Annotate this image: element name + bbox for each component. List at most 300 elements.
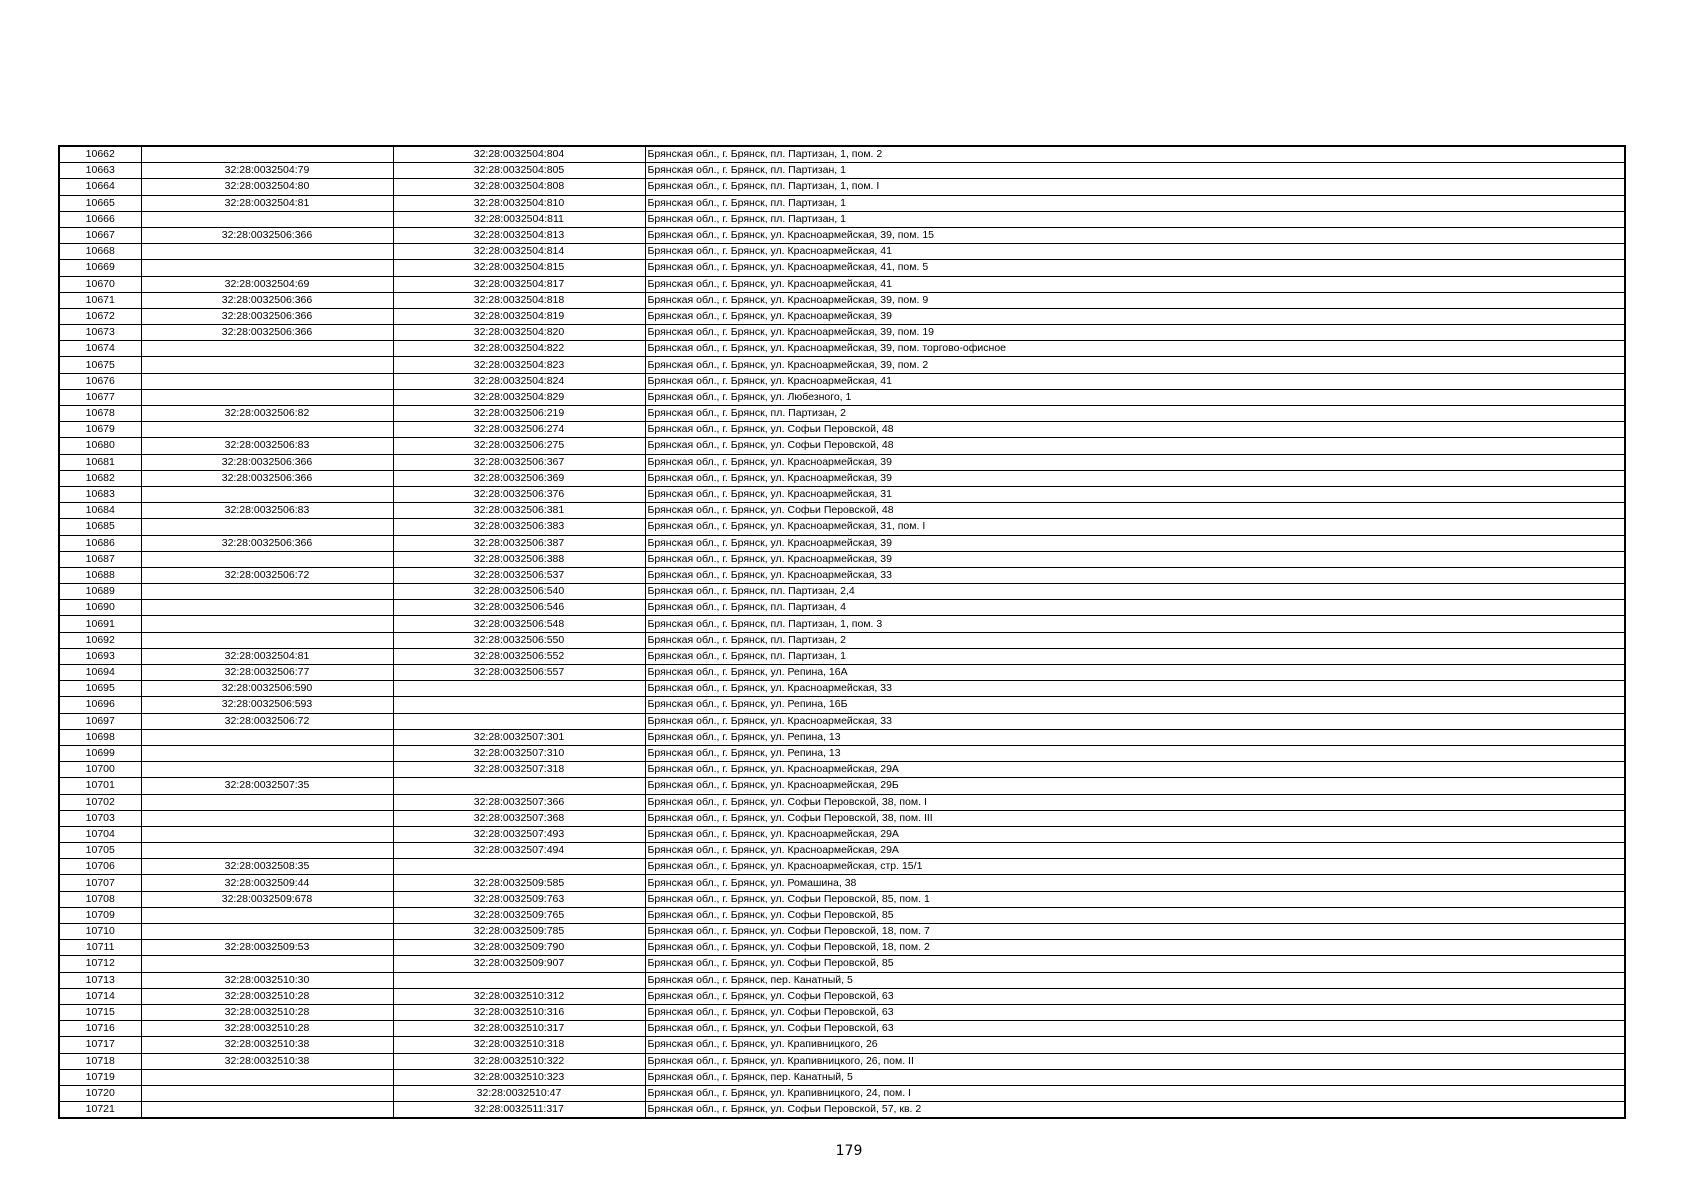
table-row xyxy=(59,470,1625,486)
previous-number-cell: 32:28:0032506:366 xyxy=(141,227,393,243)
address-cell: Брянская обл., г. Брянск, ул. Красноармейская, 39, пом. 19 xyxy=(645,325,1625,341)
table-row xyxy=(59,778,1625,794)
row-number-cell: 10679 xyxy=(59,422,141,438)
previous-number-cell: 32:28:0032506:366 xyxy=(141,470,393,486)
table-row xyxy=(59,308,1625,324)
row-number-cell: 10681 xyxy=(59,454,141,470)
row-number-cell: 10708 xyxy=(59,891,141,907)
address-cell: Брянская обл., г. Брянск, ул. Софьи Перовской, 38, пом. III xyxy=(645,810,1625,826)
previous-number-cell: 32:28:0032510:28 xyxy=(141,988,393,1004)
cadastral-number-cell: 32:28:0032506:557 xyxy=(393,665,645,681)
cadastral-number-cell: 32:28:0032509:765 xyxy=(393,907,645,923)
previous-number-cell: 32:28:0032509:678 xyxy=(141,891,393,907)
table-row xyxy=(59,179,1625,195)
previous-number-cell xyxy=(141,244,393,260)
row-number-cell: 10669 xyxy=(59,260,141,276)
row-number-cell: 10684 xyxy=(59,503,141,519)
previous-number-cell: 32:28:0032506:366 xyxy=(141,308,393,324)
cadastral-number-cell: 32:28:0032506:546 xyxy=(393,600,645,616)
cadastral-number-cell: 32:28:0032504:804 xyxy=(393,146,645,163)
row-number-cell: 10703 xyxy=(59,810,141,826)
address-cell: Брянская обл., г. Брянск, ул. Красноармейская, 29Б xyxy=(645,778,1625,794)
address-cell: Брянская обл., г. Брянск, пер. Канатный, 5 xyxy=(645,1069,1625,1085)
cadastral-number-cell: 32:28:0032506:388 xyxy=(393,551,645,567)
previous-number-cell: 32:28:0032506:82 xyxy=(141,406,393,422)
previous-number-cell xyxy=(141,341,393,357)
row-number-cell: 10704 xyxy=(59,826,141,842)
address-cell: Брянская обл., г. Брянск, пл. Партизан, 1, пом. 2 xyxy=(645,146,1625,163)
table-row xyxy=(59,438,1625,454)
table-row xyxy=(59,972,1625,988)
table-row xyxy=(59,632,1625,648)
previous-number-cell: 32:28:0032506:366 xyxy=(141,454,393,470)
table-row xyxy=(59,163,1625,179)
address-cell: Брянская обл., г. Брянск, ул. Красноармейская, 41, пом. 5 xyxy=(645,260,1625,276)
row-number-cell: 10717 xyxy=(59,1037,141,1053)
cadastral-number-cell: 32:28:0032510:47 xyxy=(393,1085,645,1101)
cadastral-number-cell: 32:28:0032504:819 xyxy=(393,308,645,324)
table-row xyxy=(59,454,1625,470)
previous-number-cell: 32:28:0032506:72 xyxy=(141,567,393,583)
address-cell: Брянская обл., г. Брянск, ул. Репина, 13 xyxy=(645,729,1625,745)
previous-number-cell xyxy=(141,729,393,745)
address-cell: Брянская обл., г. Брянск, ул. Красноармейская, 41 xyxy=(645,244,1625,260)
row-number-cell: 10665 xyxy=(59,195,141,211)
address-cell: Брянская обл., г. Брянск, ул. Красноармейская, 33 xyxy=(645,713,1625,729)
cadastral-number-cell: 32:28:0032504:814 xyxy=(393,244,645,260)
row-number-cell: 10666 xyxy=(59,211,141,227)
address-cell: Брянская обл., г. Брянск, ул. Репина, 16Б xyxy=(645,697,1625,713)
address-cell: Брянская обл., г. Брянск, ул. Софьи Перовской, 57, кв. 2 xyxy=(645,1102,1625,1119)
cadastral-number-cell: 32:28:0032507:494 xyxy=(393,843,645,859)
address-cell: Брянская обл., г. Брянск, ул. Красноармейская, 39 xyxy=(645,308,1625,324)
cadastral-number-cell: 32:28:0032504:823 xyxy=(393,357,645,373)
address-cell: Брянская обл., г. Брянск, ул. Красноармейская, 41 xyxy=(645,373,1625,389)
previous-number-cell: 32:28:0032510:38 xyxy=(141,1037,393,1053)
row-number-cell: 10689 xyxy=(59,584,141,600)
previous-number-cell: 32:28:0032506:83 xyxy=(141,438,393,454)
table-row xyxy=(59,648,1625,664)
cadastral-number-cell: 32:28:0032507:310 xyxy=(393,745,645,761)
row-number-cell: 10696 xyxy=(59,697,141,713)
previous-number-cell: 32:28:0032510:30 xyxy=(141,972,393,988)
table-row xyxy=(59,389,1625,405)
row-number-cell: 10707 xyxy=(59,875,141,891)
row-number-cell: 10698 xyxy=(59,729,141,745)
table-row xyxy=(59,907,1625,923)
row-number-cell: 10683 xyxy=(59,486,141,502)
table-row xyxy=(59,422,1625,438)
previous-number-cell xyxy=(141,422,393,438)
page-number: 179 xyxy=(835,1143,863,1159)
cadastral-number-cell: 32:28:0032510:316 xyxy=(393,1004,645,1020)
address-cell: Брянская обл., г. Брянск, ул. Крапивницкого, 26 xyxy=(645,1037,1625,1053)
row-number-cell: 10687 xyxy=(59,551,141,567)
cadastral-number-cell: 32:28:0032506:387 xyxy=(393,535,645,551)
row-number-cell: 10712 xyxy=(59,956,141,972)
row-number-cell: 10674 xyxy=(59,341,141,357)
address-cell: Брянская обл., г. Брянск, ул. Красноармейская, 41 xyxy=(645,276,1625,292)
cadastral-number-cell: 32:28:0032507:366 xyxy=(393,794,645,810)
previous-number-cell: 32:28:0032510:28 xyxy=(141,1004,393,1020)
row-number-cell: 10711 xyxy=(59,940,141,956)
table-row xyxy=(59,146,1625,163)
cadastral-number-cell: 32:28:0032504:824 xyxy=(393,373,645,389)
row-number-cell: 10676 xyxy=(59,373,141,389)
row-number-cell: 10682 xyxy=(59,470,141,486)
cadastral-number-cell: 32:28:0032509:763 xyxy=(393,891,645,907)
table-row xyxy=(59,859,1625,875)
address-cell: Брянская обл., г. Брянск, ул. Красноармейская, 39, пом. 15 xyxy=(645,227,1625,243)
row-number-cell: 10699 xyxy=(59,745,141,761)
table-row xyxy=(59,260,1625,276)
previous-number-cell: 32:28:0032504:81 xyxy=(141,648,393,664)
table-row xyxy=(59,616,1625,632)
cadastral-number-cell: 32:28:0032506:548 xyxy=(393,616,645,632)
cadastral-number-cell: 32:28:0032504:813 xyxy=(393,227,645,243)
row-number-cell: 10718 xyxy=(59,1053,141,1069)
cadastral-number-cell: 32:28:0032506:383 xyxy=(393,519,645,535)
cadastral-number-cell: 32:28:0032504:808 xyxy=(393,179,645,195)
address-cell: Брянская обл., г. Брянск, ул. Софьи Перовской, 18, пом. 2 xyxy=(645,940,1625,956)
table-row xyxy=(59,535,1625,551)
previous-number-cell xyxy=(141,632,393,648)
previous-number-cell xyxy=(141,843,393,859)
table-row xyxy=(59,227,1625,243)
row-number-cell: 10715 xyxy=(59,1004,141,1020)
previous-number-cell xyxy=(141,762,393,778)
cadastral-number-cell: 32:28:0032506:367 xyxy=(393,454,645,470)
table-row xyxy=(59,810,1625,826)
table-row xyxy=(59,826,1625,842)
cadastral-number-cell: 32:28:0032506:369 xyxy=(393,470,645,486)
previous-number-cell xyxy=(141,211,393,227)
previous-number-cell: 32:28:0032506:593 xyxy=(141,697,393,713)
cadastral-number-cell: 32:28:0032506:540 xyxy=(393,584,645,600)
address-cell: Брянская обл., г. Брянск, ул. Красноармейская, 39, пом. 2 xyxy=(645,357,1625,373)
table-row xyxy=(59,745,1625,761)
table-row xyxy=(59,729,1625,745)
previous-number-cell xyxy=(141,519,393,535)
row-number-cell: 10685 xyxy=(59,519,141,535)
row-number-cell: 10720 xyxy=(59,1085,141,1101)
row-number-cell: 10709 xyxy=(59,907,141,923)
previous-number-cell: 32:28:0032509:53 xyxy=(141,940,393,956)
row-number-cell: 10714 xyxy=(59,988,141,1004)
table-row xyxy=(59,956,1625,972)
table-row xyxy=(59,584,1625,600)
row-number-cell: 10668 xyxy=(59,244,141,260)
row-number-cell: 10678 xyxy=(59,406,141,422)
row-number-cell: 10701 xyxy=(59,778,141,794)
cadastral-number-cell: 32:28:0032504:822 xyxy=(393,341,645,357)
table-row xyxy=(59,357,1625,373)
previous-number-cell xyxy=(141,260,393,276)
cadastral-number-cell: 32:28:0032510:322 xyxy=(393,1053,645,1069)
previous-number-cell xyxy=(141,907,393,923)
previous-number-cell: 32:28:0032506:72 xyxy=(141,713,393,729)
cadastral-number-cell: 32:28:0032506:376 xyxy=(393,486,645,502)
row-number-cell: 10702 xyxy=(59,794,141,810)
previous-number-cell: 32:28:0032506:366 xyxy=(141,325,393,341)
table-row xyxy=(59,713,1625,729)
address-cell: Брянская обл., г. Брянск, ул. Софьи Перовской, 18, пом. 7 xyxy=(645,924,1625,940)
previous-number-cell xyxy=(141,810,393,826)
cadastral-number-cell: 32:28:0032504:815 xyxy=(393,260,645,276)
address-cell: Брянская обл., г. Брянск, пл. Партизан, 2 xyxy=(645,632,1625,648)
table-row xyxy=(59,567,1625,583)
table-row xyxy=(59,292,1625,308)
table-row xyxy=(59,519,1625,535)
row-number-cell: 10662 xyxy=(59,146,141,163)
address-cell: Брянская обл., г. Брянск, ул. Красноармейская, 33 xyxy=(645,681,1625,697)
previous-number-cell xyxy=(141,486,393,502)
cadastral-number-cell: 32:28:0032510:312 xyxy=(393,988,645,1004)
address-cell: Брянская обл., г. Брянск, пл. Партизан, 1, пом. 3 xyxy=(645,616,1625,632)
cadastral-number-cell xyxy=(393,713,645,729)
address-cell: Брянская обл., г. Брянск, ул. Красноармейская, 39 xyxy=(645,551,1625,567)
table-row xyxy=(59,373,1625,389)
previous-number-cell: 32:28:0032506:83 xyxy=(141,503,393,519)
previous-number-cell xyxy=(141,146,393,163)
row-number-cell: 10675 xyxy=(59,357,141,373)
address-cell: Брянская обл., г. Брянск, ул. Красноармейская, 39 xyxy=(645,535,1625,551)
cadastral-number-cell: 32:28:0032504:818 xyxy=(393,292,645,308)
table-row xyxy=(59,924,1625,940)
table-row xyxy=(59,211,1625,227)
address-cell: Брянская обл., г. Брянск, ул. Ромашина, 38 xyxy=(645,875,1625,891)
address-cell: Брянская обл., г. Брянск, ул. Софьи Перовской, 48 xyxy=(645,503,1625,519)
previous-number-cell xyxy=(141,616,393,632)
table-row xyxy=(59,341,1625,357)
previous-number-cell: 32:28:0032509:44 xyxy=(141,875,393,891)
row-number-cell: 10690 xyxy=(59,600,141,616)
previous-number-cell: 32:28:0032510:38 xyxy=(141,1053,393,1069)
cadastral-number-cell: 32:28:0032504:810 xyxy=(393,195,645,211)
previous-number-cell: 32:28:0032507:35 xyxy=(141,778,393,794)
address-cell: Брянская обл., г. Брянск, ул. Крапивницкого, 24, пом. I xyxy=(645,1085,1625,1101)
table-row xyxy=(59,406,1625,422)
cadastral-number-cell xyxy=(393,681,645,697)
address-cell: Брянская обл., г. Брянск, ул. Репина, 16А xyxy=(645,665,1625,681)
previous-number-cell xyxy=(141,600,393,616)
address-cell: Брянская обл., г. Брянск, пл. Партизан, 2 xyxy=(645,406,1625,422)
address-cell: Брянская обл., г. Брянск, ул. Софьи Перовской, 48 xyxy=(645,438,1625,454)
table-row xyxy=(59,325,1625,341)
previous-number-cell: 32:28:0032506:366 xyxy=(141,292,393,308)
cadastral-number-cell: 32:28:0032504:811 xyxy=(393,211,645,227)
cadastral-number-cell: 32:28:0032510:323 xyxy=(393,1069,645,1085)
address-cell: Брянская обл., г. Брянск, пл. Партизан, 1 xyxy=(645,163,1625,179)
cadastral-number-cell xyxy=(393,859,645,875)
table-row xyxy=(59,1021,1625,1037)
row-number-cell: 10705 xyxy=(59,843,141,859)
previous-number-cell xyxy=(141,551,393,567)
table-row xyxy=(59,1037,1625,1053)
row-number-cell: 10719 xyxy=(59,1069,141,1085)
row-number-cell: 10694 xyxy=(59,665,141,681)
cadastral-number-cell xyxy=(393,697,645,713)
previous-number-cell xyxy=(141,1102,393,1119)
address-cell: Брянская обл., г. Брянск, пл. Партизан, 1 xyxy=(645,195,1625,211)
address-cell: Брянская обл., г. Брянск, ул. Софьи Перовской, 85, пом. 1 xyxy=(645,891,1625,907)
row-number-cell: 10680 xyxy=(59,438,141,454)
table-row xyxy=(59,551,1625,567)
address-cell: Брянская обл., г. Брянск, пл. Партизан, 1, пом. I xyxy=(645,179,1625,195)
row-number-cell: 10693 xyxy=(59,648,141,664)
address-cell: Брянская обл., г. Брянск, пл. Партизан, 2,4 xyxy=(645,584,1625,600)
previous-number-cell: 32:28:0032506:590 xyxy=(141,681,393,697)
cadastral-number-cell: 32:28:0032510:318 xyxy=(393,1037,645,1053)
address-cell: Брянская обл., г. Брянск, ул. Красноармейская, 39 xyxy=(645,470,1625,486)
address-cell: Брянская обл., г. Брянск, ул. Красноармейская, 29А xyxy=(645,843,1625,859)
address-cell: Брянская обл., г. Брянск, ул. Красноармейская, 39, пом. торгово-офисное xyxy=(645,341,1625,357)
cadastral-number-cell: 32:28:0032510:317 xyxy=(393,1021,645,1037)
table-row xyxy=(59,940,1625,956)
table-row xyxy=(59,891,1625,907)
row-number-cell: 10667 xyxy=(59,227,141,243)
address-cell: Брянская обл., г. Брянск, ул. Красноармейская, 31 xyxy=(645,486,1625,502)
previous-number-cell xyxy=(141,956,393,972)
previous-number-cell: 32:28:0032510:28 xyxy=(141,1021,393,1037)
row-number-cell: 10691 xyxy=(59,616,141,632)
previous-number-cell xyxy=(141,357,393,373)
cadastral-number-cell: 32:28:0032504:820 xyxy=(393,325,645,341)
address-cell: Брянская обл., г. Брянск, ул. Софьи Перовской, 63 xyxy=(645,988,1625,1004)
cadastral-number-cell: 32:28:0032509:785 xyxy=(393,924,645,940)
address-cell: Брянская обл., г. Брянск, ул. Любезного, 1 xyxy=(645,389,1625,405)
address-cell: Брянская обл., г. Брянск, ул. Софьи Перовской, 63 xyxy=(645,1021,1625,1037)
row-number-cell: 10671 xyxy=(59,292,141,308)
table-row xyxy=(59,503,1625,519)
table-row xyxy=(59,875,1625,891)
address-cell: Брянская обл., г. Брянск, ул. Красноармейская, 39, пом. 9 xyxy=(645,292,1625,308)
row-number-cell: 10716 xyxy=(59,1021,141,1037)
address-cell: Брянская обл., г. Брянск, пл. Партизан, 4 xyxy=(645,600,1625,616)
table-row xyxy=(59,276,1625,292)
row-number-cell: 10677 xyxy=(59,389,141,405)
table-row xyxy=(59,244,1625,260)
records-table-body xyxy=(59,146,1625,1118)
cadastral-number-cell: 32:28:0032507:368 xyxy=(393,810,645,826)
previous-number-cell: 32:28:0032504:79 xyxy=(141,163,393,179)
address-cell: Брянская обл., г. Брянск, ул. Красноармейская, 39 xyxy=(645,454,1625,470)
row-number-cell: 10664 xyxy=(59,179,141,195)
address-cell: Брянская обл., г. Брянск, ул. Софьи Перовской, 85 xyxy=(645,956,1625,972)
table-row xyxy=(59,697,1625,713)
previous-number-cell: 32:28:0032508:35 xyxy=(141,859,393,875)
cadastral-number-cell xyxy=(393,972,645,988)
table-row xyxy=(59,843,1625,859)
row-number-cell: 10688 xyxy=(59,567,141,583)
address-cell: Брянская обл., г. Брянск, ул. Софьи Перовской, 38, пом. I xyxy=(645,794,1625,810)
table-row xyxy=(59,195,1625,211)
table-row xyxy=(59,988,1625,1004)
cadastral-number-cell: 32:28:0032506:552 xyxy=(393,648,645,664)
cadastral-number-cell: 32:28:0032507:493 xyxy=(393,826,645,842)
table-row xyxy=(59,665,1625,681)
address-cell: Брянская обл., г. Брянск, ул. Красноармейская, 33 xyxy=(645,567,1625,583)
row-number-cell: 10686 xyxy=(59,535,141,551)
cadastral-number-cell: 32:28:0032509:907 xyxy=(393,956,645,972)
table-row xyxy=(59,762,1625,778)
table-row xyxy=(59,1004,1625,1020)
previous-number-cell xyxy=(141,1069,393,1085)
address-cell: Брянская обл., г. Брянск, ул. Репина, 13 xyxy=(645,745,1625,761)
previous-number-cell xyxy=(141,1085,393,1101)
row-number-cell: 10695 xyxy=(59,681,141,697)
cadastral-number-cell: 32:28:0032507:318 xyxy=(393,762,645,778)
row-number-cell: 10672 xyxy=(59,308,141,324)
address-cell: Брянская обл., г. Брянск, ул. Софьи Перовской, 63 xyxy=(645,1004,1625,1020)
previous-number-cell xyxy=(141,826,393,842)
address-cell: Брянская обл., г. Брянск, ул. Красноармейская, 31, пом. I xyxy=(645,519,1625,535)
row-number-cell: 10673 xyxy=(59,325,141,341)
row-number-cell: 10721 xyxy=(59,1102,141,1119)
cadastral-number-cell xyxy=(393,778,645,794)
cadastral-number-cell: 32:28:0032506:274 xyxy=(393,422,645,438)
previous-number-cell xyxy=(141,389,393,405)
row-number-cell: 10700 xyxy=(59,762,141,778)
previous-number-cell: 32:28:0032504:80 xyxy=(141,179,393,195)
cadastral-number-cell: 32:28:0032506:550 xyxy=(393,632,645,648)
address-cell: Брянская обл., г. Брянск, пер. Канатный, 5 xyxy=(645,972,1625,988)
table-row xyxy=(59,1102,1625,1119)
records-table xyxy=(58,145,1626,1119)
address-cell: Брянская обл., г. Брянск, ул. Красноармейская, 29А xyxy=(645,826,1625,842)
address-cell: Брянская обл., г. Брянск, ул. Софьи Перовской, 85 xyxy=(645,907,1625,923)
table-row xyxy=(59,486,1625,502)
table-row xyxy=(59,1053,1625,1069)
previous-number-cell xyxy=(141,373,393,389)
cadastral-number-cell: 32:28:0032506:381 xyxy=(393,503,645,519)
previous-number-cell xyxy=(141,584,393,600)
address-cell: Брянская обл., г. Брянск, пл. Партизан, 1 xyxy=(645,211,1625,227)
cadastral-number-cell: 32:28:0032509:585 xyxy=(393,875,645,891)
row-number-cell: 10692 xyxy=(59,632,141,648)
address-cell: Брянская обл., г. Брянск, ул. Красноармейская, 29А xyxy=(645,762,1625,778)
previous-number-cell: 32:28:0032504:69 xyxy=(141,276,393,292)
row-number-cell: 10697 xyxy=(59,713,141,729)
cadastral-number-cell: 32:28:0032506:537 xyxy=(393,567,645,583)
address-cell: Брянская обл., г. Брянск, ул. Крапивницкого, 26, пом. II xyxy=(645,1053,1625,1069)
cadastral-number-cell: 32:28:0032504:805 xyxy=(393,163,645,179)
cadastral-number-cell: 32:28:0032509:790 xyxy=(393,940,645,956)
address-cell: Брянская обл., г. Брянск, ул. Софьи Перовской, 48 xyxy=(645,422,1625,438)
previous-number-cell: 32:28:0032506:366 xyxy=(141,535,393,551)
table-row xyxy=(59,600,1625,616)
cadastral-number-cell: 32:28:0032506:275 xyxy=(393,438,645,454)
row-number-cell: 10706 xyxy=(59,859,141,875)
previous-number-cell: 32:28:0032504:81 xyxy=(141,195,393,211)
table-row xyxy=(59,681,1625,697)
table-row xyxy=(59,1069,1625,1085)
row-number-cell: 10670 xyxy=(59,276,141,292)
previous-number-cell xyxy=(141,745,393,761)
cadastral-number-cell: 32:28:0032507:301 xyxy=(393,729,645,745)
cadastral-number-cell: 32:28:0032504:817 xyxy=(393,276,645,292)
cadastral-number-cell: 32:28:0032504:829 xyxy=(393,389,645,405)
table-row xyxy=(59,794,1625,810)
address-cell: Брянская обл., г. Брянск, ул. Красноармейская, стр. 15/1 xyxy=(645,859,1625,875)
table-row xyxy=(59,1085,1625,1101)
row-number-cell: 10710 xyxy=(59,924,141,940)
previous-number-cell xyxy=(141,794,393,810)
cadastral-number-cell: 32:28:0032511:317 xyxy=(393,1102,645,1119)
address-cell: Брянская обл., г. Брянск, пл. Партизан, 1 xyxy=(645,648,1625,664)
cadastral-number-cell: 32:28:0032506:219 xyxy=(393,406,645,422)
row-number-cell: 10713 xyxy=(59,972,141,988)
